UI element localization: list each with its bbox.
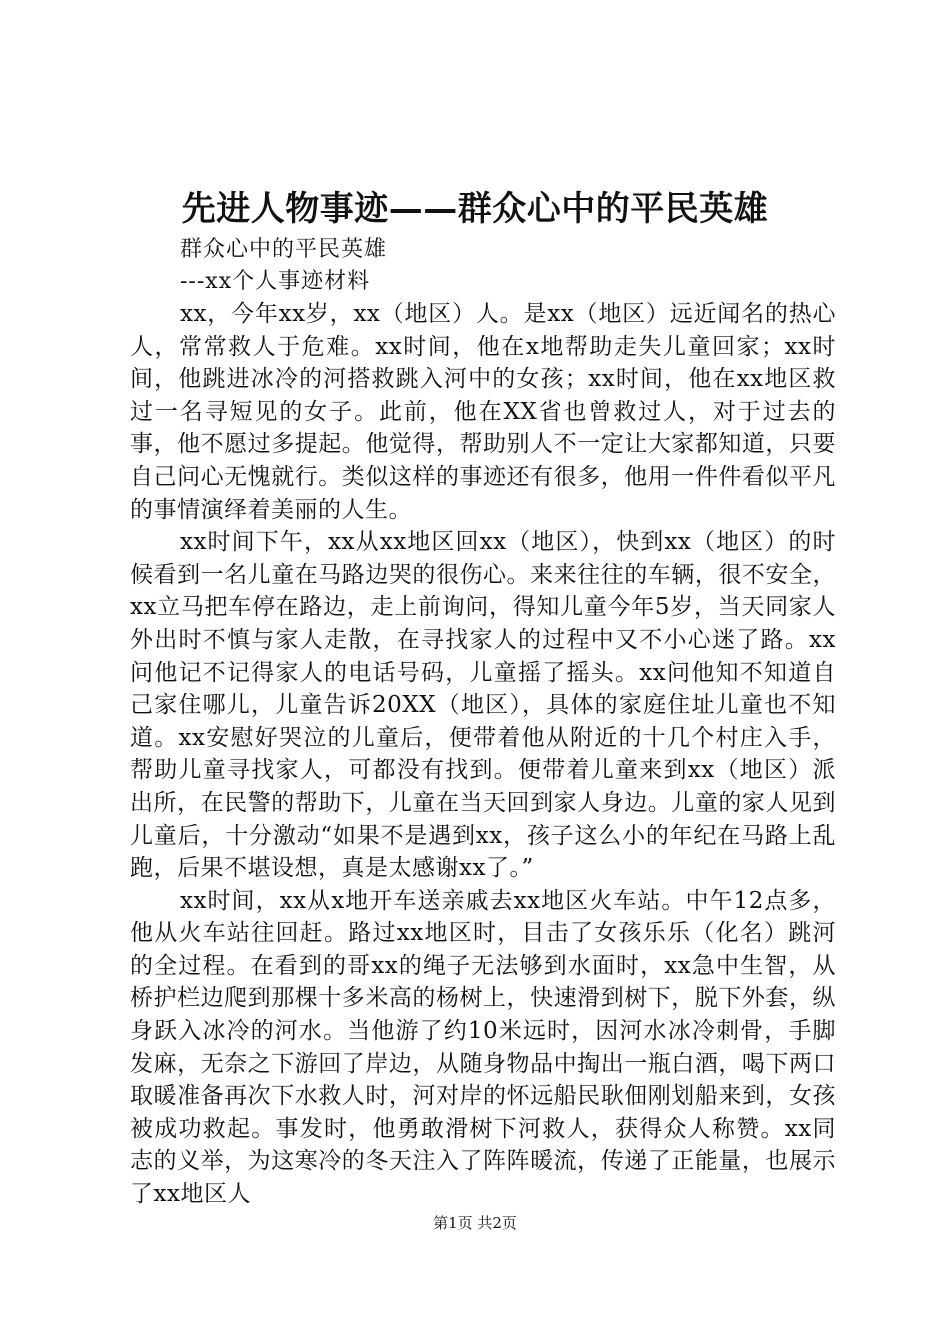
- document-subtitle: 群众心中的平民英雄: [180, 237, 388, 262]
- paragraph-3: xx时间，xx从x地开车送亲戚去xx地区火车站。中午12点多，他从火车站往回赶。路过xx地区时，目击了女孩乐乐（化名）跳河的全过程。在看到的哥xx的绳子无法够到水面时，xx急中生智，从桥护栏边爬到那棵十多米高的杨树上，快速滑到树下，脱下外套，纵身跃入冰冷的河水。当他游了约10米远时，因河水冰冷刺骨，手脚发麻，无奈之下游回了岸边，从随身物品中掏出一瓶白酒，喝下两口取暖准备再次下水救人时，河对岸的怀远船民耿佃刚划船来到，女孩被成功救起。事发时，他勇敢滑树下河救人，获得众人称赞。xx同志的义举，为这寒冷的冬天注入了阵阵暖流，传递了正能量，也展示了xx地区人: [130, 887, 836, 1208]
- paragraph-2: xx时间下午，xx从xx地区回xx（地区），快到xx（地区）的时候看到一名儿童在马路边哭的很伤心。来来往往的车辆，很不安全，xx立马把车停在路边，走上前询问，得知儿童今年5岁，当天同家人外出时不慎与家人走散，在寻找家人的过程中又不小心迷了路。xx问他记不记得家人的电话号码，儿童摇了摇头。xx问他知不知道自己家住哪儿，儿童告诉20XX（地区），具体的家庭住址儿童也不知道。xx安慰好哭泣的儿童后，便带着他从附近的十几个村庄入手，帮助儿童寻找家人，可都没有找到。便带着儿童来到xx（地区）派出所，在民警的帮助下，儿童在当天回到家人身边。儿童的家人见到儿童后，十分激动“如果不是遇到xx，孩子这么小的年纪在马路上乱跑，后果不堪设想，真是太感谢xx了。”: [130, 529, 836, 882]
- document-body: [130, 234, 836, 1211]
- page-footer: 第1页 共2页: [433, 1214, 517, 1232]
- paragraph-1: xx，今年xx岁，xx（地区）人。是xx（地区）远近闻名的热心人，常常救人于危难。xx时间，他在x地帮助走失儿童回家；xx时间，他跳进冰冷的河搭救跳入河中的女孩；xx时间，他在xx地区救过一名寻短见的女子。此前，他在XX省也曾救过人，对于过去的事，他不愿过多提起。他觉得，帮助别人不一定让大家都知道，只要自己问心无愧就行。类似这样的事迹还有很多，他用一件件看似平凡的事情演绎着美丽的人生。: [130, 301, 836, 523]
- document-byline: ---xx个人事迹材料: [180, 269, 371, 294]
- document-title: 先进人物事迹——群众心中的平民英雄: [181, 189, 769, 229]
